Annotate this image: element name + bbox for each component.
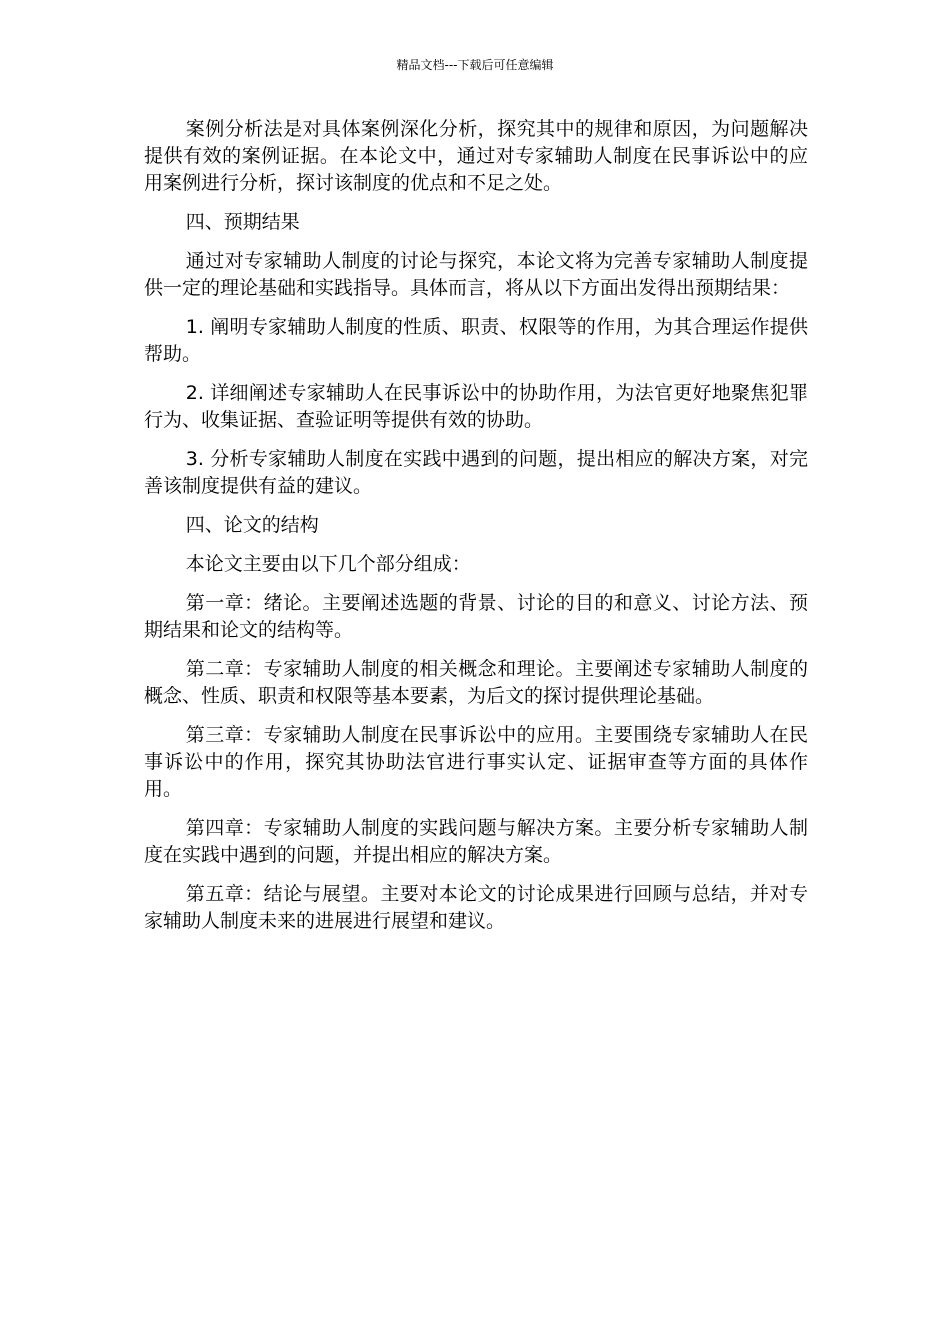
chapter-1-summary: 第一章：绪论。主要阐述选题的背景、讨论的目的和意义、讨论方法、预期结果和论文的结构等。 [144,592,808,641]
chapter-5-summary: 第五章：结论与展望。主要对本论文的讨论成果进行回顾与总结，并对专家辅助人制度未来的进展进行展望和建议。 [144,883,808,932]
section-heading-structure: 四、论文的结构 [185,514,319,536]
paragraph-expected-intro: 通过对专家辅助人制度的讨论与探究，本论文将为完善专家辅助人制度提供一定的理论基础和实践指导。具体而言，将从以下方面出发得出预期结果： [144,250,808,299]
list-item-expected-3: 3. 分析专家辅助人制度在实践中遇到的问题，提出相应的解决方案，对完善该制度提供有益的建议。 [144,448,808,497]
section-heading-expected-results: 四、预期结果 [185,211,300,233]
chapter-2-summary: 第二章：专家辅助人制度的相关概念和理论。主要阐述专家辅助人制度的概念、性质、职责和权限等基本要素，为后文的探讨提供理论基础。 [144,658,808,707]
paragraph-structure-intro: 本论文主要由以下几个部分组成： [185,553,471,575]
chapter-3-summary: 第三章：专家辅助人制度在民事诉讼中的应用。主要围绕专家辅助人在民事诉讼中的作用，探究其协助法官进行事实认定、证据审查等方面的具体作用。 [144,724,808,800]
paragraph-case-analysis: 案例分析法是对具体案例深化分析，探究其中的规律和原因，为问题解决提供有效的案例证据。在本论文中，通过对专家辅助人制度在民事诉讼中的应用案例进行分析，探讨该制度的优点和不足之处。 [144,118,808,194]
chapter-4-summary: 第四章：专家辅助人制度的实践问题与解决方案。主要分析专家辅助人制度在实践中遇到的问题，并提出相应的解决方案。 [144,817,808,866]
page-header: 精品文档---下载后可任意编辑 [396,58,554,72]
document-body [144,116,808,947]
list-item-expected-2: 2. 详细阐述专家辅助人在民事诉讼中的协助作用，为法官更好地聚焦犯罪行为、收集证据、查验证明等提供有效的协助。 [144,382,808,431]
list-item-expected-1: 1. 阐明专家辅助人制度的性质、职责、权限等的作用，为其合理运作提供帮助。 [144,316,808,365]
